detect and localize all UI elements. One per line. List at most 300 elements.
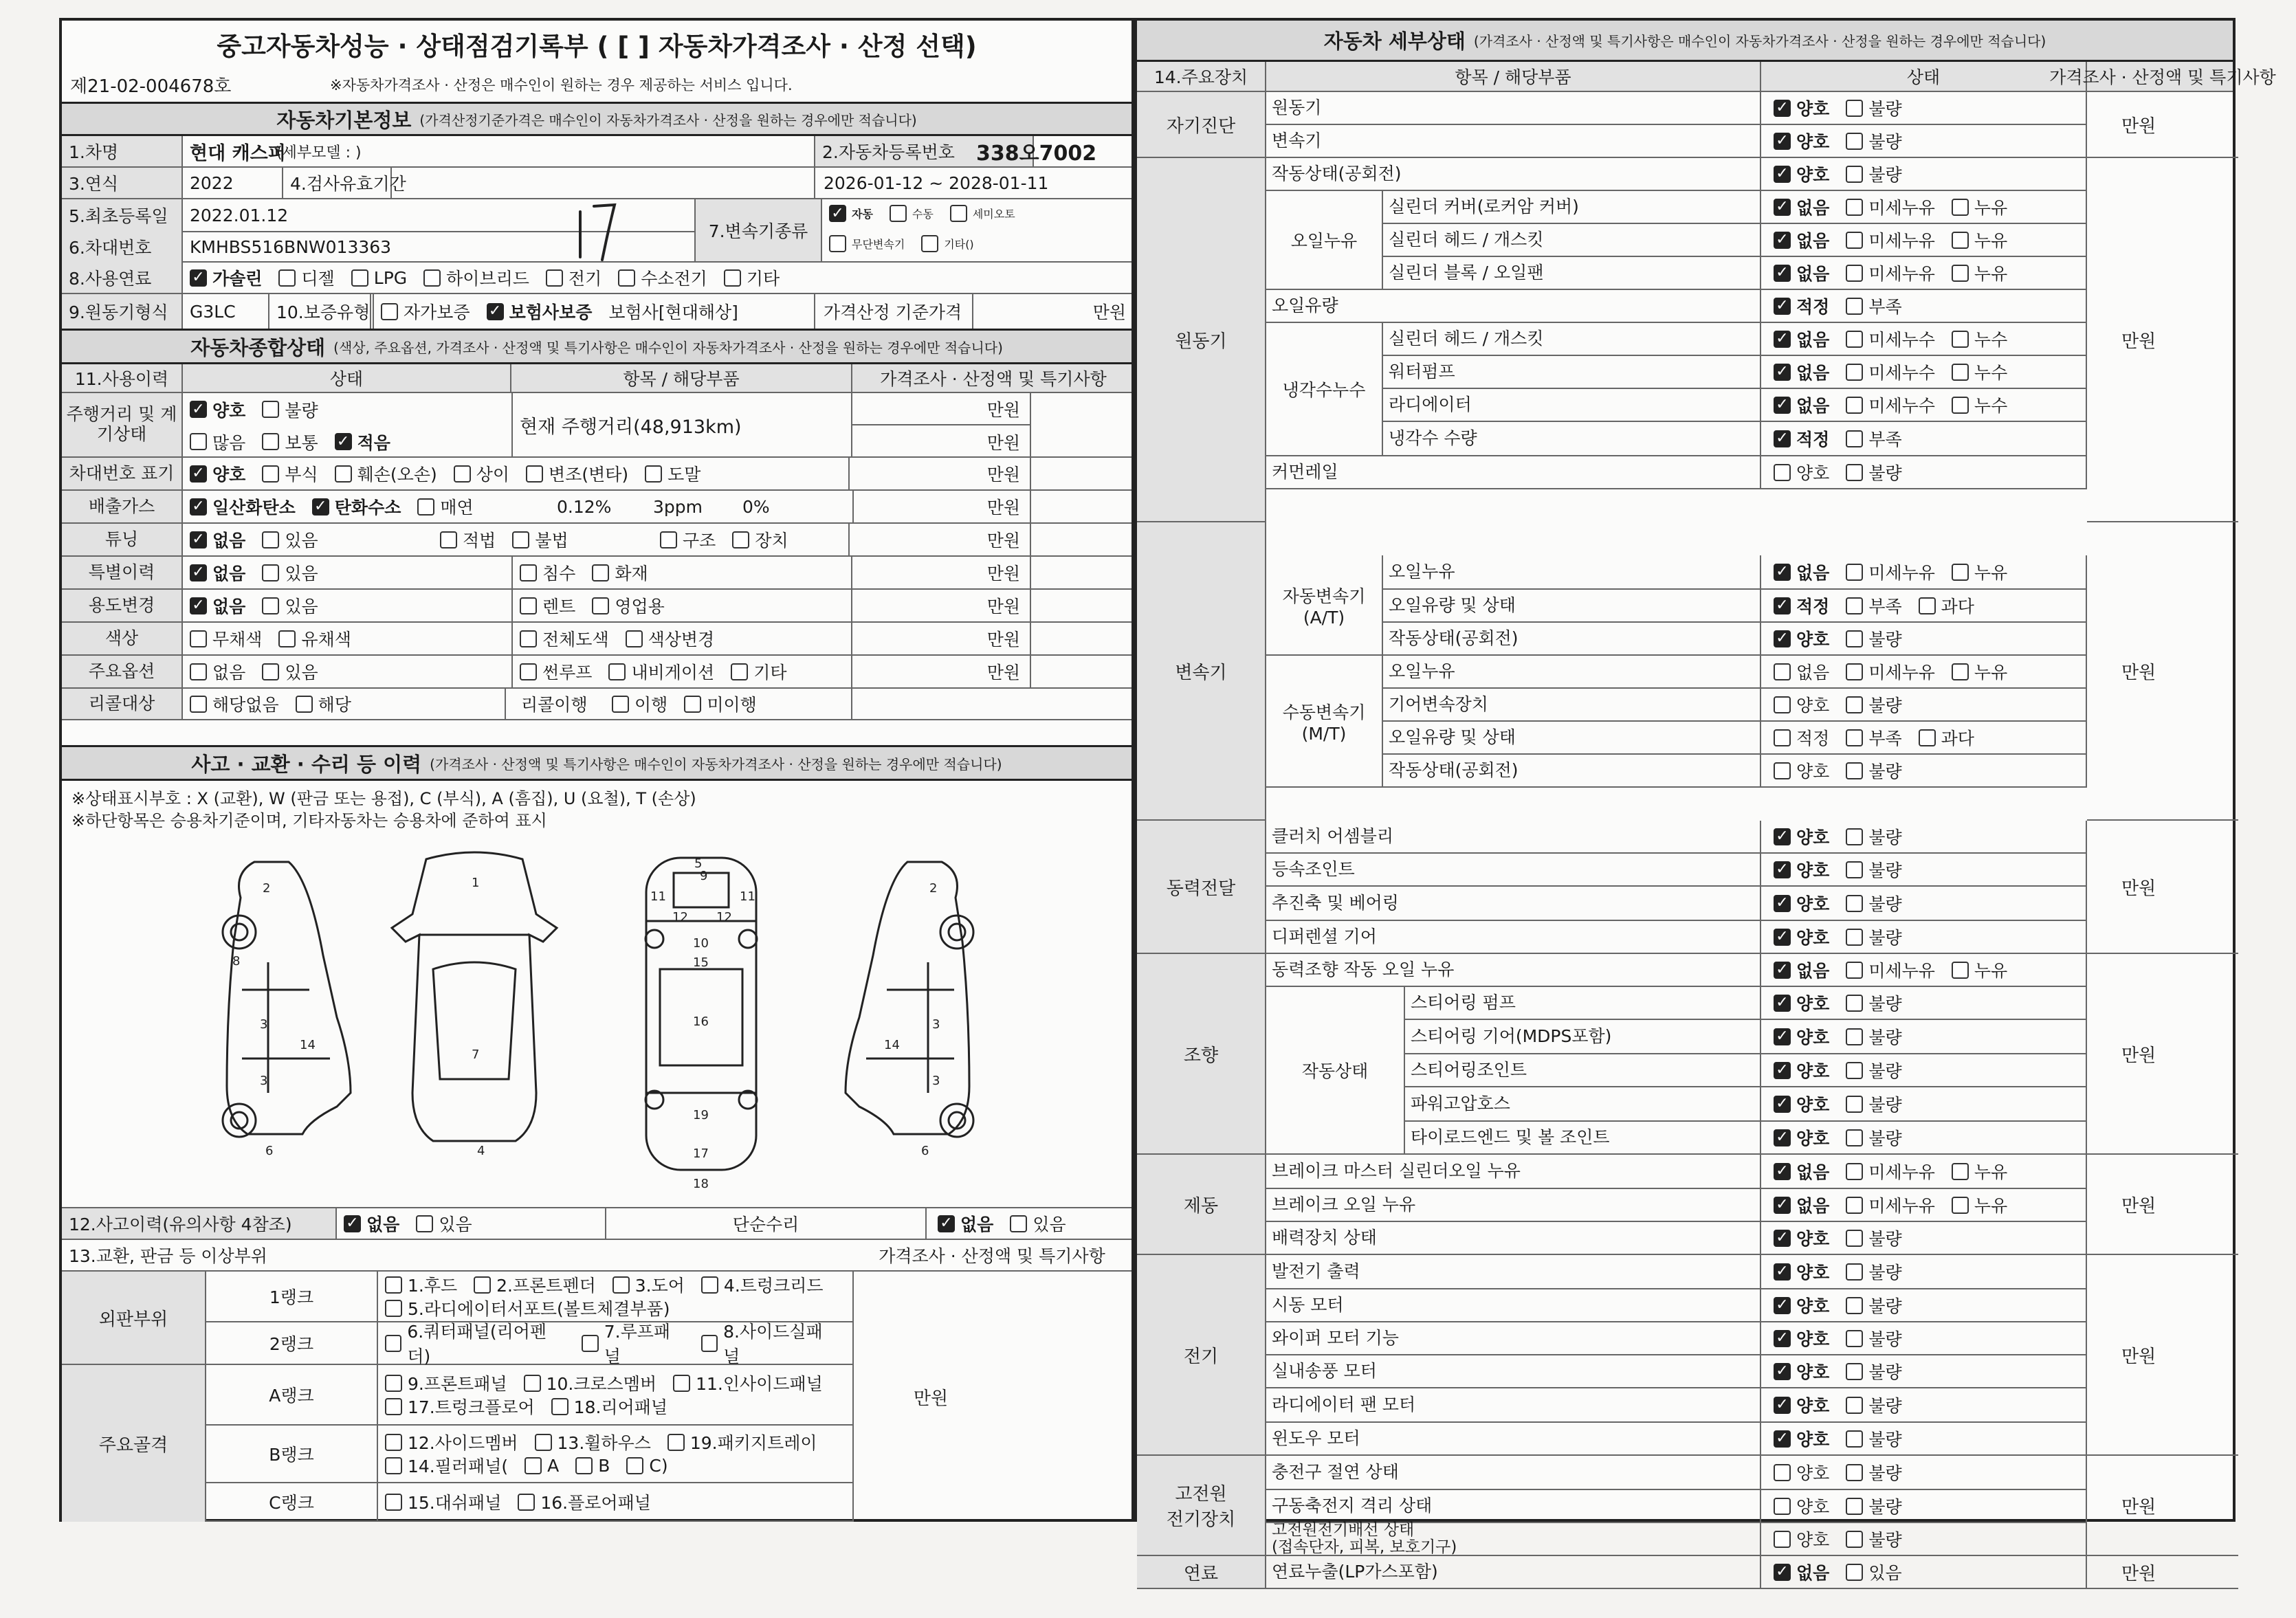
checkbox-option[interactable]: [731, 659, 786, 684]
checkbox-icon[interactable]: [190, 630, 207, 647]
checkbox-option[interactable]: [518, 1489, 651, 1514]
checkbox-icon[interactable]: ✓: [1774, 232, 1791, 249]
checkbox-option[interactable]: [520, 626, 609, 651]
checkbox-option[interactable]: [1774, 162, 1829, 186]
checkbox-icon[interactable]: ✓: [1774, 597, 1791, 614]
checkbox-icon[interactable]: [612, 696, 629, 713]
checkbox-icon[interactable]: [1774, 663, 1791, 680]
checkbox-icon[interactable]: ✓: [190, 269, 207, 287]
checkbox-icon[interactable]: [1846, 597, 1863, 614]
checkbox-icon[interactable]: [626, 1457, 643, 1474]
checkbox-icon[interactable]: [1846, 696, 1863, 713]
checkbox-icon[interactable]: [1846, 1330, 1863, 1347]
checkbox-icon[interactable]: [921, 235, 938, 252]
checkbox-option[interactable]: [1846, 692, 1901, 717]
checkbox-icon[interactable]: [454, 465, 471, 483]
checkbox-icon[interactable]: [724, 269, 741, 287]
checkbox-option[interactable]: [312, 494, 401, 519]
checkbox-icon[interactable]: [1952, 663, 1969, 680]
checkbox-icon[interactable]: [1846, 1129, 1863, 1146]
checkbox-icon[interactable]: ✓: [312, 498, 329, 516]
checkbox-icon[interactable]: ✓: [190, 498, 207, 516]
checkbox-option[interactable]: [1846, 1359, 1901, 1384]
checkbox-icon[interactable]: ✓: [829, 205, 846, 222]
checkbox-option[interactable]: [1846, 659, 1935, 684]
checkbox-icon[interactable]: [1774, 464, 1791, 481]
checkbox-icon[interactable]: ✓: [1774, 828, 1791, 845]
detail-price-cell[interactable]: [2087, 522, 2238, 821]
checkbox-icon[interactable]: ✓: [487, 303, 504, 320]
checkbox-icon[interactable]: [701, 1335, 718, 1352]
checkbox-icon[interactable]: ✓: [1774, 1363, 1791, 1380]
checkbox-icon[interactable]: [351, 269, 368, 287]
checkbox-icon[interactable]: [1774, 1531, 1791, 1548]
checkbox-icon[interactable]: ✓: [1774, 1062, 1791, 1079]
checkbox-option[interactable]: [190, 691, 279, 716]
checkbox-icon[interactable]: [731, 663, 748, 680]
checkbox-option[interactable]: [1846, 1560, 1901, 1584]
checkbox-icon[interactable]: ✓: [1774, 630, 1791, 647]
checkbox-icon[interactable]: [1846, 232, 1863, 249]
checkbox-option[interactable]: [612, 691, 667, 716]
checkbox-option[interactable]: [190, 593, 245, 618]
checkbox-option[interactable]: [1774, 1293, 1829, 1318]
checkbox-option[interactable]: [546, 265, 601, 290]
checkbox-option[interactable]: [1774, 1560, 1829, 1584]
checkbox-option[interactable]: [1846, 758, 1901, 783]
checkbox-icon[interactable]: [1952, 199, 1969, 216]
checkbox-option[interactable]: [190, 265, 262, 290]
checkbox-option[interactable]: [1846, 392, 1935, 417]
checkbox-icon[interactable]: [385, 1375, 402, 1392]
swap-price-cell[interactable]: [852, 1272, 1132, 1522]
checkbox-option[interactable]: [1846, 162, 1901, 186]
checkbox-icon[interactable]: [385, 1457, 402, 1474]
checkbox-icon[interactable]: [190, 433, 207, 450]
checkbox-icon[interactable]: [551, 1398, 569, 1415]
checkbox-icon[interactable]: [512, 531, 529, 548]
checkbox-icon[interactable]: [1846, 729, 1863, 746]
checkbox-option[interactable]: [1846, 426, 1901, 451]
checkbox-option[interactable]: [1774, 924, 1829, 949]
checkbox-icon[interactable]: ✓: [1774, 895, 1791, 912]
checkbox-icon[interactable]: [416, 1215, 433, 1232]
checkbox-icon[interactable]: ✓: [1774, 861, 1791, 878]
checkbox-option[interactable]: [335, 461, 437, 486]
checkbox-icon[interactable]: [385, 1335, 401, 1352]
checkbox-icon[interactable]: [1846, 1397, 1863, 1414]
checkbox-icon[interactable]: [1952, 397, 1969, 414]
checkbox-icon[interactable]: [520, 663, 537, 680]
checkbox-option[interactable]: [520, 560, 575, 585]
checkbox-icon[interactable]: [526, 465, 543, 483]
checkbox-option[interactable]: [1774, 195, 1829, 219]
checkbox-icon[interactable]: [1846, 133, 1863, 150]
checkbox-option[interactable]: [385, 1394, 535, 1419]
checkbox-icon[interactable]: [385, 1494, 402, 1511]
checkbox-icon[interactable]: [1846, 430, 1863, 447]
checkbox-icon[interactable]: [667, 1434, 685, 1451]
checkbox-icon[interactable]: [381, 303, 398, 320]
checkbox-option[interactable]: [1774, 1527, 1829, 1551]
checkbox-option[interactable]: [592, 560, 648, 585]
checkbox-icon[interactable]: [1846, 1197, 1863, 1214]
checkbox-icon[interactable]: [701, 1276, 718, 1294]
checkbox-icon[interactable]: ✓: [190, 465, 207, 483]
checkbox-icon[interactable]: [262, 465, 279, 483]
checkbox-option[interactable]: [440, 527, 496, 552]
checkbox-icon[interactable]: [1846, 663, 1863, 680]
checkbox-icon[interactable]: ✓: [938, 1215, 955, 1232]
checkbox-option[interactable]: [416, 1211, 472, 1236]
checkbox-option[interactable]: [1846, 96, 1901, 120]
checkbox-option[interactable]: [1774, 1426, 1829, 1451]
checkbox-option[interactable]: [278, 626, 351, 651]
checkbox-option[interactable]: [1774, 1259, 1829, 1284]
checkbox-option[interactable]: [618, 265, 707, 290]
checkbox-option[interactable]: [512, 527, 568, 552]
checkbox-option[interactable]: [535, 1430, 651, 1454]
detail-price-cell[interactable]: [2087, 954, 2238, 1155]
checkbox-icon[interactable]: [1846, 265, 1863, 282]
checkbox-option[interactable]: [1952, 261, 2007, 285]
checkbox-option[interactable]: [1774, 758, 1829, 783]
checkbox-icon[interactable]: [1846, 100, 1863, 117]
checkbox-icon[interactable]: [1774, 696, 1791, 713]
checkbox-option[interactable]: [551, 1394, 667, 1419]
checkbox-icon[interactable]: [1010, 1215, 1027, 1232]
checkbox-option[interactable]: [1774, 392, 1829, 417]
checkbox-option[interactable]: [1774, 1193, 1829, 1217]
checkbox-icon[interactable]: [1846, 1028, 1863, 1045]
checkbox-option[interactable]: [1846, 593, 1901, 618]
detail-price-cell[interactable]: [2087, 1255, 2238, 1456]
checkbox-icon[interactable]: ✓: [1774, 1096, 1791, 1113]
checkbox-option[interactable]: [381, 299, 470, 324]
checkbox-option[interactable]: [262, 593, 318, 618]
checkbox-option[interactable]: [1774, 1494, 1829, 1518]
checkbox-icon[interactable]: [592, 597, 609, 614]
checkbox-option[interactable]: [1846, 1326, 1901, 1351]
checkbox-icon[interactable]: [1952, 564, 1969, 581]
checkbox-icon[interactable]: [1846, 199, 1863, 216]
checkbox-option[interactable]: [1774, 824, 1829, 849]
checkbox-option[interactable]: [1774, 891, 1829, 916]
checkbox-option[interactable]: [190, 397, 245, 422]
checkbox-option[interactable]: [829, 235, 905, 252]
checkbox-option[interactable]: [1846, 725, 1901, 750]
checkbox-icon[interactable]: [1846, 1062, 1863, 1079]
checkbox-icon[interactable]: [1846, 995, 1863, 1012]
checkbox-icon[interactable]: ✓: [335, 433, 352, 450]
checkbox-option[interactable]: [262, 527, 318, 552]
checkbox-icon[interactable]: ✓: [1774, 397, 1791, 414]
checkbox-option[interactable]: [1846, 228, 1935, 252]
checkbox-option[interactable]: [1846, 1125, 1901, 1150]
checkbox-icon[interactable]: [829, 235, 846, 252]
checkbox-icon[interactable]: [1846, 1363, 1863, 1380]
checkbox-icon[interactable]: ✓: [1774, 995, 1791, 1012]
checkbox-icon[interactable]: [385, 1276, 402, 1294]
checkbox-option[interactable]: [645, 461, 700, 486]
checkbox-option[interactable]: [1919, 725, 1974, 750]
checkbox-icon[interactable]: [950, 205, 967, 222]
checkbox-icon[interactable]: [1952, 364, 1969, 381]
checkbox-icon[interactable]: ✓: [1774, 199, 1791, 216]
checkbox-option[interactable]: [1846, 957, 1935, 982]
checkbox-icon[interactable]: [660, 531, 677, 548]
checkbox-option[interactable]: [1774, 1058, 1829, 1083]
checkbox-icon[interactable]: [890, 205, 907, 222]
checkbox-option[interactable]: [1774, 326, 1829, 351]
checkbox-option[interactable]: [1846, 1426, 1901, 1451]
checkbox-option[interactable]: [667, 1430, 817, 1454]
checkbox-option[interactable]: [190, 494, 296, 519]
checkbox-option[interactable]: [351, 265, 407, 290]
checkbox-option[interactable]: [1846, 1259, 1901, 1284]
checkbox-icon[interactable]: [296, 696, 313, 713]
detail-price-cell[interactable]: [2087, 1456, 2238, 1556]
checkbox-icon[interactable]: [1919, 597, 1936, 614]
checkbox-option[interactable]: [335, 430, 390, 454]
checkbox-option[interactable]: [1846, 1293, 1901, 1318]
checkbox-icon[interactable]: ✓: [1774, 430, 1791, 447]
checkbox-option[interactable]: [1774, 1460, 1829, 1485]
checkbox-icon[interactable]: ✓: [1774, 298, 1791, 315]
checkbox-icon[interactable]: [518, 1494, 535, 1511]
checkbox-icon[interactable]: [1846, 166, 1863, 183]
checkbox-icon[interactable]: [278, 630, 296, 647]
checkbox-option[interactable]: [1846, 1058, 1901, 1083]
checkbox-icon[interactable]: [1846, 1096, 1863, 1113]
checkbox-option[interactable]: [1952, 1159, 2007, 1184]
checkbox-icon[interactable]: [1774, 1498, 1791, 1515]
checkbox-icon[interactable]: ✓: [1774, 1028, 1791, 1045]
checkbox-icon[interactable]: [1919, 729, 1936, 746]
checkbox-icon[interactable]: [546, 269, 563, 287]
checkbox-option[interactable]: [296, 691, 351, 716]
checkbox-icon[interactable]: [1846, 1297, 1863, 1314]
checkbox-icon[interactable]: [1846, 1564, 1863, 1581]
checkbox-icon[interactable]: [262, 433, 279, 450]
checkbox-icon[interactable]: ✓: [1774, 100, 1791, 117]
checkbox-option[interactable]: [1952, 659, 2007, 684]
checkbox-icon[interactable]: [1846, 895, 1863, 912]
checkbox-icon[interactable]: ✓: [190, 564, 207, 581]
checkbox-option[interactable]: [575, 1453, 610, 1478]
checkbox-option[interactable]: [1846, 1393, 1901, 1417]
checkbox-icon[interactable]: [262, 564, 279, 581]
checkbox-option[interactable]: [684, 691, 756, 716]
checkbox-option[interactable]: [1846, 626, 1901, 651]
checkbox-option[interactable]: [1846, 1494, 1901, 1518]
checkbox-icon[interactable]: [335, 465, 352, 483]
checkbox-option[interactable]: [1952, 559, 2007, 584]
checkbox-icon[interactable]: [524, 1375, 541, 1392]
checkbox-option[interactable]: [524, 1371, 657, 1395]
checkbox-option[interactable]: [1774, 559, 1829, 584]
checkbox-icon[interactable]: [385, 1398, 402, 1415]
checkbox-icon[interactable]: [1952, 1197, 1969, 1214]
checkbox-option[interactable]: [190, 659, 245, 684]
checkbox-option[interactable]: [417, 494, 473, 519]
checkbox-option[interactable]: [608, 659, 714, 684]
checkbox-option[interactable]: [454, 461, 509, 486]
checkbox-option[interactable]: [278, 265, 334, 290]
checkbox-icon[interactable]: ✓: [1774, 331, 1791, 348]
checkbox-icon[interactable]: [1846, 1163, 1863, 1180]
checkbox-icon[interactable]: [262, 597, 279, 614]
checkbox-option[interactable]: [1774, 426, 1829, 451]
checkbox-icon[interactable]: [1846, 1531, 1863, 1548]
checkbox-icon[interactable]: [1846, 298, 1863, 315]
checkbox-icon[interactable]: [262, 531, 279, 548]
checkbox-icon[interactable]: [278, 269, 296, 287]
checkbox-option[interactable]: [1774, 460, 1829, 485]
checkbox-option[interactable]: [626, 626, 715, 651]
checkbox-option[interactable]: [385, 1296, 670, 1320]
checkbox-option[interactable]: [1774, 1393, 1829, 1417]
checkbox-icon[interactable]: [592, 564, 609, 581]
checkbox-option[interactable]: [1846, 326, 1935, 351]
checkbox-icon[interactable]: ✓: [1774, 1163, 1791, 1180]
detail-price-cell[interactable]: [2087, 821, 2238, 954]
checkbox-icon[interactable]: [385, 1300, 402, 1317]
checkbox-icon[interactable]: [1846, 331, 1863, 348]
checkbox-option[interactable]: [1774, 1091, 1829, 1116]
checkbox-icon[interactable]: [1774, 729, 1791, 746]
checkbox-icon[interactable]: ✓: [1774, 1397, 1791, 1414]
checkbox-icon[interactable]: [582, 1335, 598, 1352]
checkbox-option[interactable]: [938, 1211, 993, 1236]
checkbox-icon[interactable]: ✓: [1774, 1263, 1791, 1281]
checkbox-option[interactable]: [1846, 1193, 1935, 1217]
checkbox-option[interactable]: [1846, 1159, 1935, 1184]
checkbox-option[interactable]: [1846, 824, 1901, 849]
checkbox-option[interactable]: [1846, 891, 1901, 916]
checkbox-option[interactable]: [1846, 1527, 1901, 1551]
checkbox-icon[interactable]: [618, 269, 635, 287]
checkbox-option[interactable]: [262, 659, 318, 684]
checkbox-option[interactable]: [385, 1489, 501, 1514]
checkbox-option[interactable]: [1774, 1125, 1829, 1150]
checkbox-option[interactable]: [1919, 593, 1974, 618]
checkbox-icon[interactable]: ✓: [1774, 133, 1791, 150]
checkbox-option[interactable]: [660, 527, 716, 552]
checkbox-option[interactable]: [525, 1453, 559, 1478]
checkbox-option[interactable]: [1010, 1211, 1066, 1236]
checkbox-icon[interactable]: [1774, 1464, 1791, 1481]
checkbox-icon[interactable]: ✓: [1774, 962, 1791, 979]
checkbox-icon[interactable]: [423, 269, 441, 287]
checkbox-icon[interactable]: [626, 630, 643, 647]
checkbox-option[interactable]: [385, 1272, 457, 1297]
checkbox-icon[interactable]: [1952, 265, 1969, 282]
checkbox-icon[interactable]: [1952, 331, 1969, 348]
checkbox-icon[interactable]: ✓: [1774, 564, 1791, 581]
checkbox-icon[interactable]: [525, 1457, 542, 1474]
checkbox-option[interactable]: [1846, 460, 1901, 485]
checkbox-icon[interactable]: [520, 597, 537, 614]
checkbox-option[interactable]: [1846, 857, 1901, 882]
checkbox-option[interactable]: [1774, 1326, 1829, 1351]
checkbox-option[interactable]: [1774, 96, 1829, 120]
checkbox-option[interactable]: [1952, 359, 2007, 384]
checkbox-option[interactable]: [724, 265, 780, 290]
checkbox-option[interactable]: [1774, 725, 1829, 750]
checkbox-option[interactable]: [1846, 1226, 1901, 1250]
checkbox-option[interactable]: [1774, 593, 1829, 618]
checkbox-icon[interactable]: [1846, 564, 1863, 581]
checkbox-icon[interactable]: ✓: [190, 401, 207, 418]
checkbox-icon[interactable]: [1846, 630, 1863, 647]
checkbox-icon[interactable]: [520, 630, 537, 647]
checkbox-icon[interactable]: [1846, 1430, 1863, 1448]
checkbox-icon[interactable]: [1952, 962, 1969, 979]
checkbox-option[interactable]: [1846, 1091, 1901, 1116]
checkbox-option[interactable]: [385, 1453, 508, 1478]
checkbox-option[interactable]: [1774, 293, 1829, 318]
detail-price-cell[interactable]: [2087, 158, 2238, 522]
checkbox-option[interactable]: [1952, 228, 2007, 252]
checkbox-option[interactable]: [1774, 261, 1829, 285]
checkbox-icon[interactable]: ✓: [190, 531, 207, 548]
checkbox-icon[interactable]: [262, 663, 279, 680]
checkbox-option[interactable]: [1846, 990, 1901, 1015]
checkbox-icon[interactable]: [1846, 929, 1863, 946]
checkbox-option[interactable]: [1774, 957, 1829, 982]
checkbox-option[interactable]: [592, 593, 664, 618]
checkbox-icon[interactable]: [262, 401, 279, 418]
checkbox-option[interactable]: [1774, 228, 1829, 252]
checkbox-icon[interactable]: ✓: [190, 597, 207, 614]
checkbox-icon[interactable]: [1846, 1230, 1863, 1247]
checkbox-option[interactable]: [262, 560, 318, 585]
checkbox-icon[interactable]: ✓: [1774, 364, 1791, 381]
checkbox-icon[interactable]: [1846, 861, 1863, 878]
checkbox-option[interactable]: [1846, 261, 1935, 285]
checkbox-icon[interactable]: ✓: [1774, 1297, 1791, 1314]
checkbox-icon[interactable]: [417, 498, 434, 516]
checkbox-option[interactable]: [1774, 129, 1829, 153]
checkbox-option[interactable]: [190, 430, 245, 454]
checkbox-icon[interactable]: [190, 663, 207, 680]
checkbox-icon[interactable]: [1952, 1163, 1969, 1180]
checkbox-icon[interactable]: ✓: [1774, 1230, 1791, 1247]
checkbox-option[interactable]: [190, 461, 245, 486]
checkbox-icon[interactable]: [612, 1276, 630, 1294]
checkbox-option[interactable]: [1774, 626, 1829, 651]
checkbox-option[interactable]: [385, 1430, 518, 1454]
checkbox-option[interactable]: [526, 461, 628, 486]
checkbox-icon[interactable]: [673, 1375, 690, 1392]
checkbox-option[interactable]: [890, 205, 934, 222]
checkbox-option[interactable]: [190, 560, 245, 585]
checkbox-option[interactable]: [1846, 359, 1935, 384]
checkbox-icon[interactable]: [385, 1434, 402, 1451]
checkbox-option[interactable]: [1846, 1024, 1901, 1049]
checkbox-option[interactable]: [487, 299, 593, 324]
checkbox-option[interactable]: [1952, 195, 2007, 219]
checkbox-option[interactable]: [190, 626, 262, 651]
checkbox-option[interactable]: [262, 461, 318, 486]
detail-price-cell[interactable]: [2087, 92, 2238, 158]
checkbox-icon[interactable]: [1846, 1263, 1863, 1281]
checkbox-option[interactable]: [1774, 990, 1829, 1015]
checkbox-option[interactable]: [1952, 1193, 2007, 1217]
checkbox-option[interactable]: [385, 1318, 565, 1368]
checkbox-option[interactable]: [1952, 326, 2007, 351]
